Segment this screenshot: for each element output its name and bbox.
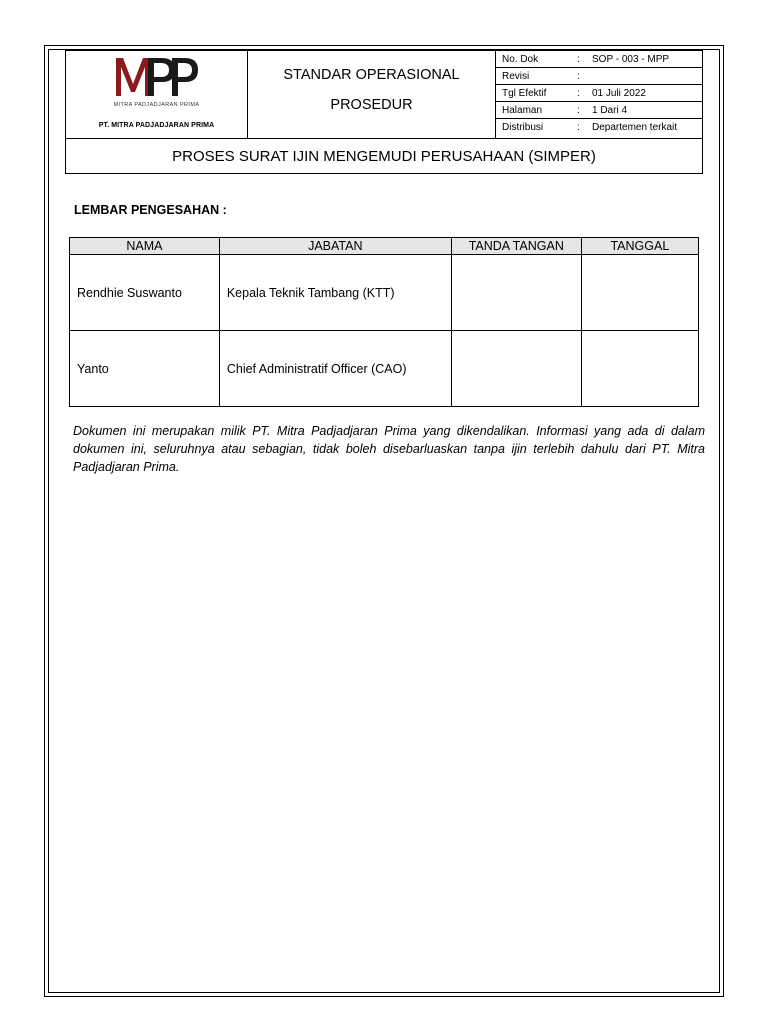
document-header	[65, 50, 703, 174]
cell-tanggal	[581, 255, 698, 331]
meta-separator: :	[577, 122, 580, 133]
meta-value: SOP - 003 - MPP	[592, 54, 670, 65]
cell-jabatan: Chief Administratif Officer (CAO)	[219, 331, 451, 407]
approval-table	[69, 237, 699, 407]
meta-key: Tgl Efektif	[502, 88, 547, 99]
cell-nama: Rendhie Suswanto	[70, 255, 220, 331]
document-meta	[496, 51, 702, 138]
table-row	[70, 255, 699, 331]
meta-row-tgl-efektif	[496, 85, 702, 102]
meta-key: Halaman	[502, 105, 543, 116]
header-jabatan: JABATAN	[219, 238, 451, 255]
ownership-disclaimer: Dokumen ini merupakan milik PT. Mitra Padjadjaran Prima yang dikendalikan. Informasi yang ada di dalam dokumen ini, seluruhnya atau sebagian, tidak boleh disebarluaskan tanpa ijin terlebih dahulu dari PT. Mitra Padjadjaran Prima.	[73, 424, 705, 474]
document-title: PROSES SURAT IJIN MENGEMUDI PERUSAHAAN (SIMPER)	[66, 138, 702, 173]
meta-separator: :	[577, 71, 580, 82]
meta-value: Departemen terkait	[592, 122, 678, 133]
meta-row-revisi	[496, 68, 702, 85]
meta-row-halaman	[496, 102, 702, 119]
meta-key: No. Dok	[502, 54, 539, 65]
meta-key: Distribusi	[502, 122, 544, 133]
approval-header-row	[70, 238, 699, 255]
meta-row-no-dok	[496, 51, 702, 68]
meta-separator: :	[577, 88, 580, 99]
cell-nama: Yanto	[70, 331, 220, 407]
header-tanda-tangan: TANDA TANGAN	[451, 238, 581, 255]
meta-value: 1 Dari 4	[592, 105, 628, 116]
meta-separator: :	[577, 54, 580, 65]
sop-title-line1: STANDAR OPERASIONAL	[283, 67, 460, 83]
page-border-inner	[48, 49, 720, 993]
cell-jabatan: Kepala Teknik Tambang (KTT)	[219, 255, 451, 331]
company-logo	[114, 54, 200, 98]
meta-key: Revisi	[502, 71, 530, 82]
sop-title-cell	[248, 51, 496, 138]
cell-tanda-tangan	[451, 331, 581, 407]
meta-separator: :	[577, 105, 580, 116]
cell-tanggal	[581, 331, 698, 407]
sop-title-line2: PROSEDUR	[330, 97, 413, 113]
logo-cell	[66, 51, 248, 138]
logo-company-name: PT. MITRA PADJADJARAN PRIMA	[98, 122, 215, 129]
logo-subtitle: MITRA PADJADJARAN PRIMA	[113, 102, 200, 108]
header-nama: NAMA	[70, 238, 220, 255]
header-tanggal: TANGGAL	[581, 238, 698, 255]
meta-row-distribusi	[496, 119, 702, 136]
table-row	[70, 331, 699, 407]
meta-value: 01 Juli 2022	[592, 88, 646, 99]
cell-tanda-tangan	[451, 255, 581, 331]
approval-section-label: LEMBAR PENGESAHAN :	[74, 203, 227, 217]
